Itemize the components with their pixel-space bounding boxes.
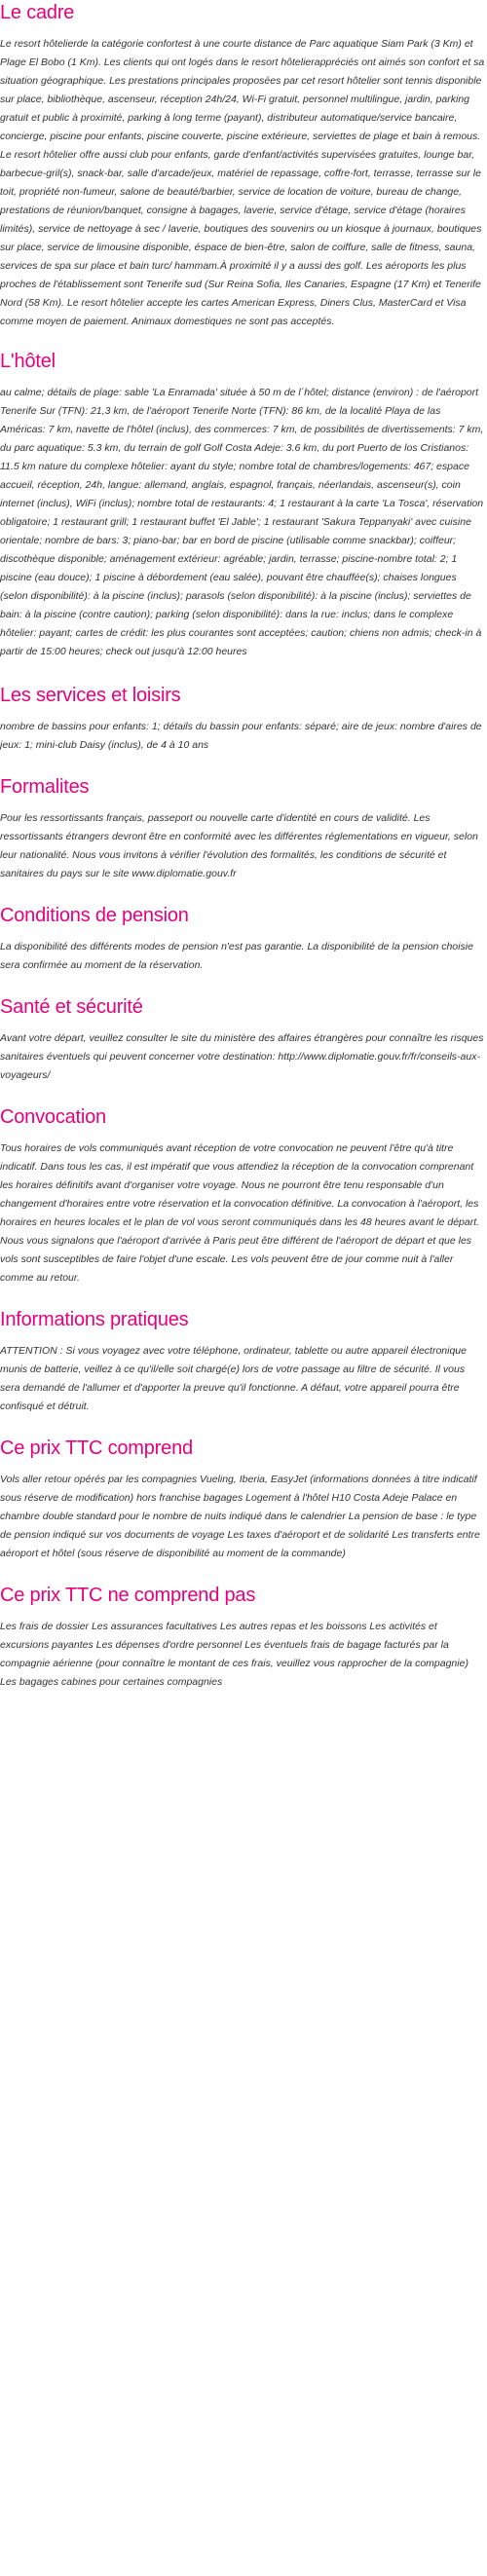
section-formalites	[0, 776, 487, 883]
section-title-cadre: Le cadre	[0, 2, 75, 23]
section-title-sante: Santé et sécurité	[0, 996, 143, 1018]
section-services	[0, 685, 487, 755]
section-title-convocation: Convocation	[0, 1106, 106, 1128]
section-title-non-comprend: Ce prix TTC ne comprend pas	[0, 1585, 256, 1606]
section-text-sante: Avant votre départ, veuillez consulter le site du ministère des affaires étrangères pour connaître les risques sanitaires éventuels qui peuvent concerner votre destination: http://www.diplomatie.gouv.fr/fr/conseils-aux-voyageurs/	[0, 1032, 484, 1081]
section-comprend	[0, 1437, 487, 1563]
section-text-comprend: Vols aller retour opérés par les compagnies Vueling, Iberia, EasyJet (informations données à titre indicatif sous réserve de modification) hors franchise bagages Logement à l'hôtel H10 Costa Adeje Palace en chambre double standard pour le nombre de nuits indiqué dans le calendrier La pension de base : le type de pension indiqué sur vos documents de voyage Les taxes d'aéroport et de solidarité Les transferts entre aéroport et hôtel (sous réserve de disponibilité au moment de la commande)	[0, 1474, 480, 1559]
section-title-pension: Conditions de pension	[0, 905, 189, 926]
section-convocation	[0, 1106, 487, 1288]
section-text-hotel: au calme; détails de plage: sable 'La Enramada' située à 50 m de l´hôtel; distance (environ) : de l'aéroport Tenerife Sur (TFN): 21,3 km, de l'aéroport Tenerife Norte (TFN): 86 km, de la localité Playa de las Américas: 7 km, navette de l'hôtel (inclus), des commerces: 7 km, de possibilités de divertissements: 7 km, du parc aquatique: 5.3 km, du terrain de golf Golf Costa Adeje: 3.6 km, du port Puerto de los Cristianos: 11.5 km nature du complexe hôtelier: ayant du style; nombre total de chambres/logements: 467; espace accueil, réception, 24h, langue: allemand, anglais, espagnol, français, néerlandais, ascenseur(s), coin internet (inclus), WiFi (inclus); nombre total de restaurants: 4; 1 restaurant à la carte 'La Tosca', réservation obligatoire; 1 restaurant grill; 1 restaurant buffet 'El Jable'; 1 restaurant 'Sakura Teppanyaki' avec cuisine orientale; nombre de bars: 3; piano-bar; bar en bord de piscine (utilisable comme snackbar); coiffeur; discothèque disponible; aménagement extérieur: agréable; jardin, terrasse; piscine-nombre total: 2; 1 piscine (eau douce); 1 piscine à débordement (eau salée), pouvant être chauffée(s); chaises longues (selon disponibilité): à la piscine (inclus); parasols (selon disponibilité): à la piscine (inclus); serviettes de bain: à la piscine (contre caution); parking (selon disponibilité): dans la rue: inclus; dans le complexe hôtelier: payant; cartes de crédit: les plus courantes sont acceptées; caution; chiens non admis; check-in à partir de 15:00 heures; check out jusqu'à 12:00 heures	[0, 387, 484, 657]
section-text-non-comprend: Les frais de dossier Les assurances facultatives Les autres repas et les boissons Les activités et excursions payantes Les dépenses d'ordre personnel Les éventuels frais de bagage facturés par la compagnie aérienne (pour connaître le montant de ces frais, veuillez vous rapprocher de la compagnie) Les bagages cabines pour certaines compagnies	[0, 1621, 468, 1688]
section-title-formalites: Formalites	[0, 776, 90, 798]
section-text-services: nombre de bassins pour enfants: 1; détails du bassin pour enfants: séparé; aire de jeux: nombre d'aires de jeux: 1; mini-club Daisy (inclus), de 4 à 10 ans	[0, 721, 482, 751]
section-title-services: Les services et loisirs	[0, 685, 181, 706]
section-title-infos: Informations pratiques	[0, 1309, 189, 1330]
section-text-formalites: Pour les ressortissants français, passeport ou nouvelle carte d'identité en cours de validité. Les ressortissants étrangers devront être en conformité avec les différentes réglementations en vigueur, selon leur nationalité. Nous vous invitons à vérifier l'évolution des formalités, les conditions de sécurité et sanitaires du pays sur le site www.diplomatie.gouv.fr	[0, 812, 478, 879]
section-text-convocation: Tous horaires de vols communiqués avant réception de votre convocation ne peuvent l'être qu'à titre indicatif. Dans tous les cas, il est impératif que vous attendiez la réception de la convocation comprenant les horaires définitifs avant d'organiser votre voyage. Nous ne pourront être tenu responsable d'un changement d'horaires entre votre réservation et la convocation définitive. La convocation à l'aéroport, les horaires en heures locales et le plan de vol vous seront communiqués dans les 48 heures avant le départ. Nous vous signalons que l'aéroport d'arrivée à Paris peut être différent de l'aéroport de départ et que les vols sont susceptibles de faire l'objet d'une escale. Les vols peuvent être de jour comme nuit à l'aller comme au retour.	[0, 1142, 480, 1284]
section-sante	[0, 996, 487, 1085]
section-title-comprend: Ce prix TTC comprend	[0, 1437, 193, 1459]
section-infos	[0, 1309, 487, 1416]
section-hotel	[0, 351, 487, 661]
section-text-cadre: Le resort hôtelierde la catégorie confortest à une courte distance de Parc aquatique Siam Park (3 Km) et Plage El Bobo (1 Km). Les clients qui ont logés dans le resort hôtelierappréciés ont aimés son confort et sa situation géographique. Les prestations principales proposées par cet resort hôtelier sont tennis disponible sur place, bibliothèque, ascenseur, réception 24h/24, Wi-Fi gratuit, personnel multilingue, jardin, parking gratuit et public à proximité, parking à long terme (payant), distributeur automatique/service bancaire, concierge, piscine pour enfants, piscine couverte, piscine extérieure, serviettes de plage et bain à remous. Le resort hôtelier offre aussi club pour enfants, garde d'enfant/activités supervisées gratuites, lounge bar, barbecue-gril(s), snack-bar, salle d'arcade/jeux, matériel de repassage, coffre-fort, terrasse, terrasse sur le toit, propriété non-fumeur, salone de beauté/barbier, service de location de voiture, bureau de change, prestations de réunion/banquet, consigne à bagages, laverie, service d'étage, service d'étage (horaires limités), service de nettoyage à sec / laverie, boutiques des souvenirs ou un kiosque à journaux, boutiques sur place, service de limousine disponible, éspace de bien-être, salon de coiffure, salle de fitness, sauna, services de spa sur place et bain turc/ hammam.À proximité il y a aussi des golf. Les aéroports les plus proches de l'établissement sont Tenerife sud (Sur Reina Sofia, Iles Canaries, Espagne (17 Km) et Tenerife Nord (58 Km). Le resort hôtelier accepte les cartes American Express, Diners Clus, MasterCard et Visa comme moyen de paiement. Animaux domestiques ne sont pas acceptés.	[0, 38, 485, 327]
section-text-infos: ATTENTION : Si vous voyagez avec votre téléphone, ordinateur, tablette ou autre appareil électronique munis de batterie, veillez à ce qu'il/elle soit chargé(e) lors de votre passage au filtre de sécurité. Il vous sera demandé de l'allumer et d'apporter la preuve qu'il fonctionne. A défaut, votre appareil pourra être confisqué et détruit.	[0, 1345, 467, 1412]
section-non-comprend	[0, 1585, 487, 1692]
section-text-pension: La disponibilité des différents modes de pension n'est pas garantie. La disponibilité de la pension choisie sera confirmée au moment de la réservation.	[0, 941, 473, 971]
section-cadre	[0, 2, 487, 331]
section-title-hotel: L'hôtel	[0, 351, 56, 372]
section-pension	[0, 905, 487, 975]
